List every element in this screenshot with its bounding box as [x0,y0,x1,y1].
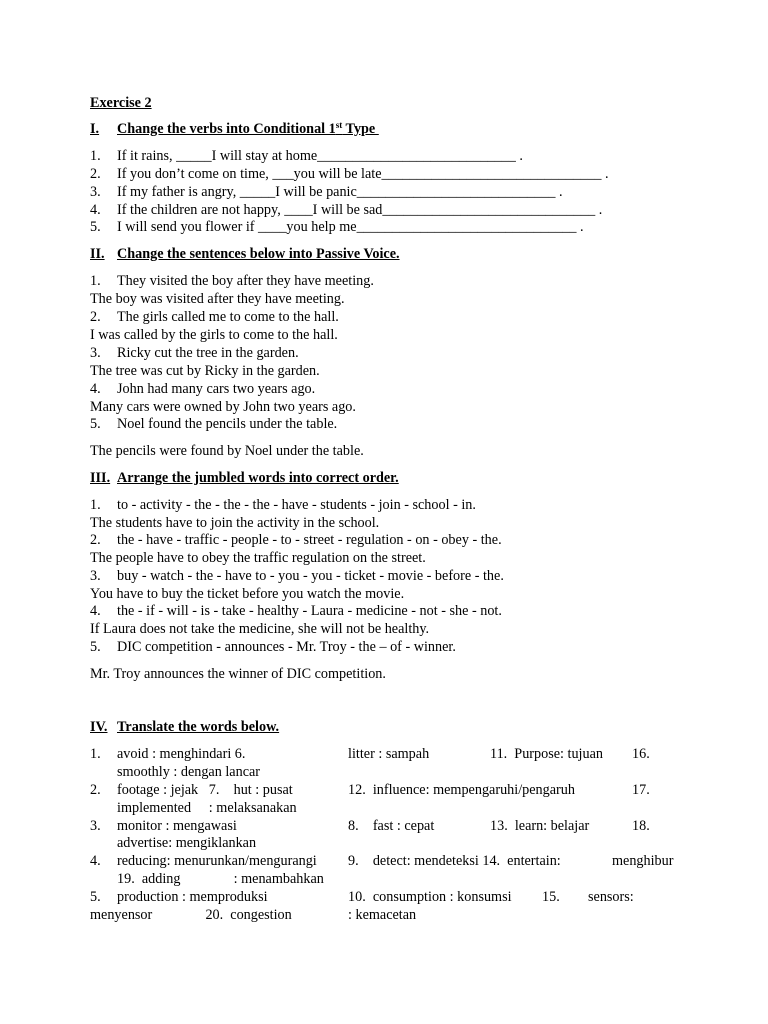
s3-item-text: buy - watch - the - have to - you - you - ticket - movie - before - the. [117,568,504,584]
s4-row-number: 2. [90,782,101,798]
section-3-heading: Arrange the jumbled words into correct order. [117,470,399,486]
s2-item-text: John had many cars two years ago. [117,381,316,397]
s2-item-answer: The boy was visited after they have meeting. [90,291,345,307]
exercise-title: Exercise 2 [90,95,152,111]
s2-item-number: 5. [90,416,101,432]
section-1-heading [117,120,379,138]
s4-cell-continuation: menyensor 20. congestion [90,907,292,923]
s2-item-answer: The pencils were found by Noel under the table. [90,443,364,459]
s4-row-number: 3. [90,818,101,834]
s4-cell: reducing: menurunkan/mengurangi [117,853,317,869]
section-1-heading-tail: Type [342,121,379,137]
s2-item-text: Ricky cut the tree in the garden. [117,345,299,361]
section-1-numeral: I. [90,121,100,137]
s4-cell: 9. detect: mendeteksi 14. entertain: [348,853,561,869]
s4-cell-continuation: 19. adding : menambahkan [117,871,324,887]
s2-item-text: They visited the boy after they have meeting. [117,273,374,289]
s3-item-answer: If Laura does not take the medicine, she will not be healthy. [90,621,430,637]
s4-cell: 12. influence: mempengaruhi/pengaruh [348,782,575,798]
s4-cell: litter : sampah [348,746,430,762]
s4-cell: 8. fast : cepat [348,818,435,834]
s2-item-number: 2. [90,309,101,325]
section-1-heading-text: Change the verbs into Conditional 1 [117,121,336,137]
s1-item-number: 5. [90,219,101,235]
s3-item-text: the - have - traffic - people - to - street - regulation - on - obey - the. [117,532,502,548]
s4-cell: 17. [632,782,650,798]
s4-cell-continuation: : kemacetan [348,907,417,923]
section-2-numeral: II. [90,246,105,262]
s3-item-answer: The people have to obey the traffic regulation on the street. [90,550,426,566]
s2-item-number: 3. [90,345,101,361]
s1-item-text: If it rains, _____I will stay at home____________________________ . [117,148,523,164]
s4-cell-continuation: implemented : melaksanakan [117,800,297,816]
s2-item-text: Noel found the pencils under the table. [117,416,338,432]
s4-row-number: 4. [90,853,101,869]
s3-item-number: 4. [90,603,101,619]
s4-cell: sensors: [588,889,634,905]
section-4-heading: Translate the words below. [117,719,280,735]
s3-item-answer: You have to buy the ticket before you watch the movie. [90,586,405,602]
s3-item-answer: Mr. Troy announces the winner of DIC competition. [90,666,386,682]
s3-item-number: 3. [90,568,101,584]
s2-item-number: 4. [90,381,101,397]
s1-item-number: 1. [90,148,101,164]
s3-item-text: DIC competition - announces - Mr. Troy - the – of - winner. [117,639,456,655]
s3-item-text: to - activity - the - the - the - have - students - join - school - in. [117,497,476,513]
s4-cell: production : memproduksi [117,889,268,905]
s4-cell: 10. consumption : konsumsi [348,889,512,905]
s4-cell: 13. learn: belajar [490,818,590,834]
s2-item-text: The girls called me to come to the hall. [117,309,339,325]
s2-item-answer: I was called by the girls to come to the hall. [90,327,338,343]
s4-row-number: 1. [90,746,101,762]
section-2-heading: Change the sentences below into Passive Voice. [117,246,400,262]
s1-item-number: 3. [90,184,101,200]
s1-item-text: If my father is angry, _____I will be panic____________________________ . [117,184,563,200]
s2-item-answer: Many cars were owned by John two years ago. [90,399,356,415]
s4-cell: 11. Purpose: tujuan [490,746,603,762]
s4-cell: menghibur [612,853,674,869]
s3-item-answer: The students have to join the activity in the school. [90,515,380,531]
s3-item-number: 1. [90,497,101,513]
section-4-numeral: IV. [90,719,108,735]
s3-item-number: 5. [90,639,101,655]
s2-item-answer: The tree was cut by Ricky in the garden. [90,363,320,379]
s4-cell: monitor : mengawasi [117,818,237,834]
s1-item-number: 4. [90,202,101,218]
s1-item-text: If you don’t come on time, ___you will be late_______________________________ . [117,166,609,182]
s4-cell: 15. [542,889,560,905]
s1-item-number: 2. [90,166,101,182]
section-3-numeral: III. [90,470,111,486]
s4-cell-continuation: advertise: mengiklankan [117,835,257,851]
s3-item-number: 2. [90,532,101,548]
s4-cell-continuation: smoothly : dengan lancar [117,764,261,780]
s3-item-text: the - if - will - is - take - healthy - Laura - medicine - not - she - not. [117,603,502,619]
s1-item-text: I will send you flower if ____you help me_______________________________ . [117,219,584,235]
s2-item-number: 1. [90,273,101,289]
s4-cell: 16. [632,746,650,762]
section-1-heading-sup: st [335,120,343,130]
s4-cell: avoid : menghindari 6. [117,746,246,762]
s4-cell: footage : jejak 7. hut : pusat [117,782,293,798]
s4-row-number: 5. [90,889,101,905]
s4-cell: 18. [632,818,650,834]
s1-item-text: If the children are not happy, ____I will be sad______________________________ . [117,202,603,218]
